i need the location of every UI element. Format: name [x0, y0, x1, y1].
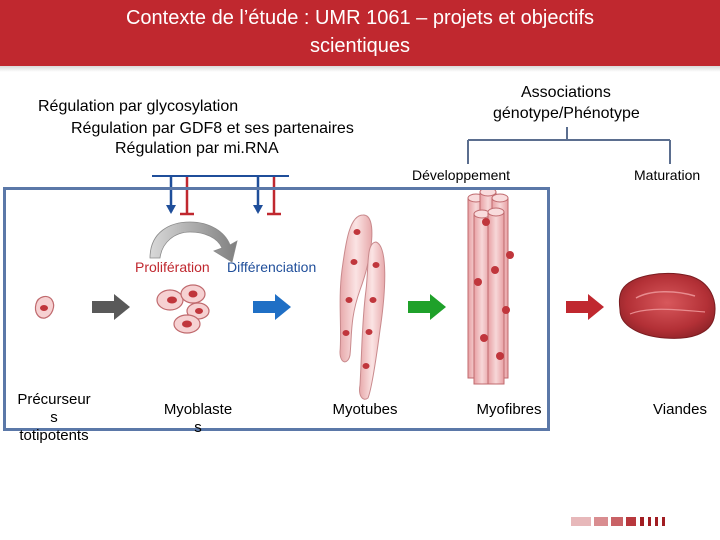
regulation-mirna: Régulation par mi.RNA: [115, 140, 279, 157]
label-myoblastes: [155, 401, 241, 437]
label-precurseurs: [8, 391, 100, 445]
label-proliferation: Prolifération: [135, 259, 210, 275]
stage-developpement: Développement: [412, 167, 511, 183]
page-title-line1: Contexte de l’étude : UMR 1061 – projets et objectifs: [125, 7, 595, 29]
label-myoblastes-line1: Myoblaste: [163, 401, 233, 418]
stage-maturation: Maturation: [634, 167, 701, 183]
regulation-glycosylation: Régulation par glycosylation: [38, 98, 239, 115]
footer-logo-bars: [571, 517, 665, 526]
page-title-line2: scientiques: [309, 35, 411, 57]
associations-line2: génotype/Phénotype: [493, 105, 640, 122]
meat-image: [619, 274, 715, 339]
associations-tree: [468, 127, 670, 164]
label-precurseurs-line2: s: [50, 409, 58, 426]
label-viandes: Viandes: [653, 401, 707, 418]
label-precurseurs-line1: Précurseur: [17, 391, 91, 408]
label-differentiation: Différenciation: [227, 259, 317, 275]
label-myoblastes-line2: s: [194, 419, 202, 436]
label-myofibres: Myofibres: [476, 401, 542, 418]
arrow-red: [566, 294, 604, 320]
label-myotubes: Myotubes: [332, 401, 398, 418]
regulation-gdf8: Régulation par GDF8 et ses partenaires: [71, 120, 354, 137]
associations-line1: Associations: [521, 84, 611, 101]
label-precurseurs-line3: totipotents: [19, 427, 89, 444]
